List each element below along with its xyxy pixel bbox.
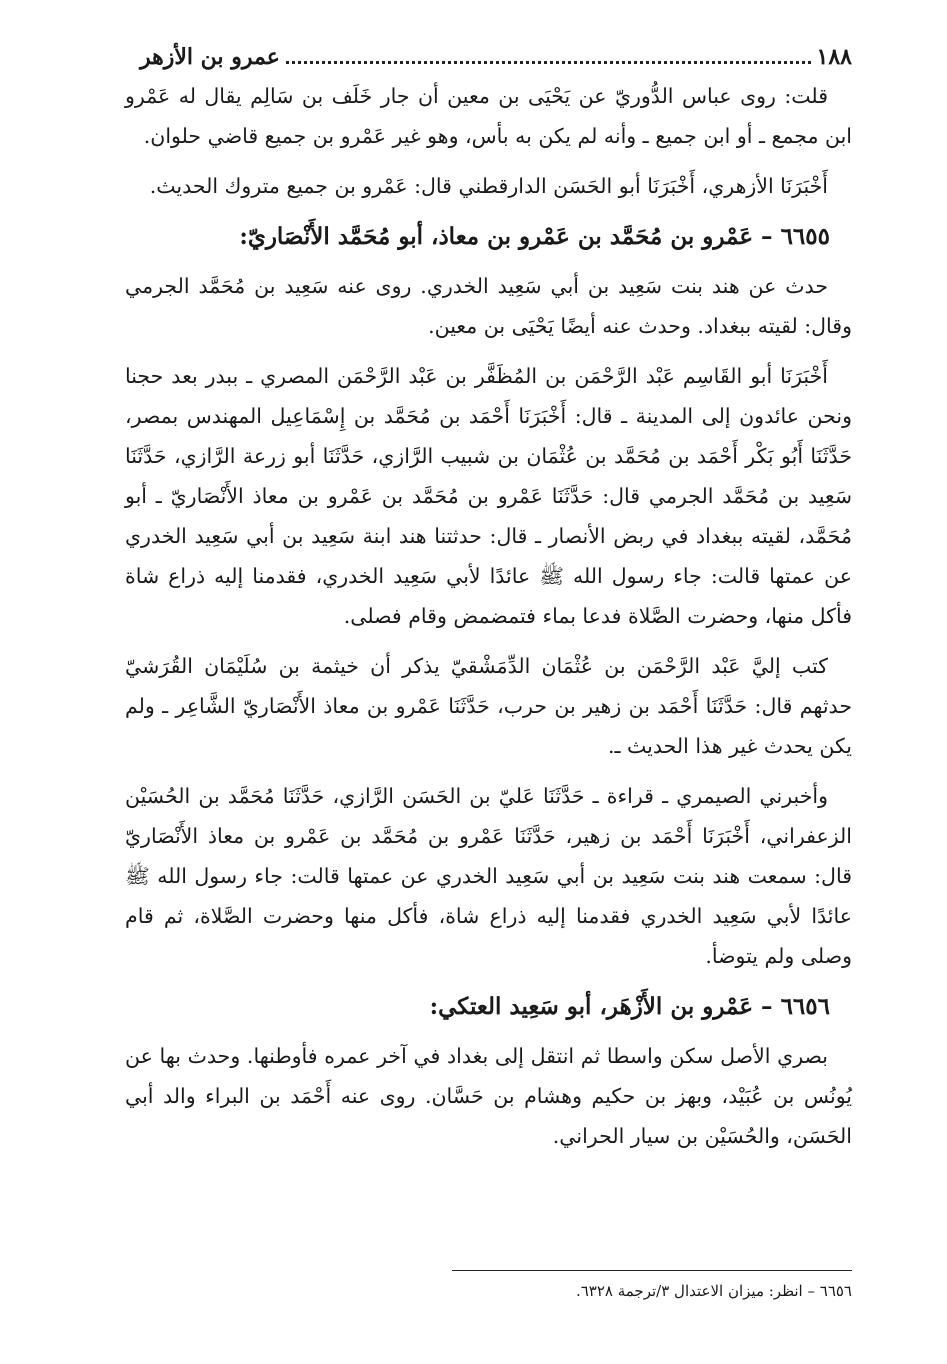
header-leader-dots — [286, 61, 811, 64]
entry-heading-6655: ٦٦٥٥ – عَمْرو بن مُحَمَّد بن عَمْرو بن معاذ، أبو مُحَمَّد الأَنْصَاريّ: — [239, 223, 830, 250]
paragraph: وأخبرني الصيمري ـ قراءة ـ حَدَّثَنَا عَليّ بن الحَسَن الرَّازي، حَدَّثَنَا مُحَمَّد بن الحُسَيْن الزعفراني، أَخْبَرَنَا أَحْمَد بن زهير، حَدَّثَنَا عَمْرو بن مُحَمَّد بن عَمْرو بن معاذ الأَنْصَاريّ قال: سمعت هند بنت سَعِيد بن أبي سَعِيد الخدري عن عمتها قالت: جاء رسول الله ﷺ عائدًا لأبي سَعِيد الخدري فقدمنا إليه ذراع شاة، فأكل منها وحضرت الصَّلاة، ثم قام وصلى ولم يتوضأ. — [125, 784, 852, 968]
paragraph: كتب إليَّ عَبْد الرَّحْمَن بن عُثْمَان الدِّمَشْقيّ يذكر أن خيثمة بن سُلَيْمَان القُرَشيّ حدثهم قال: حَدَّثَنَا أَحْمَد بن زهير بن حرب، حَدَّثَنَا عَمْرو بن معاذ الأَنْصَاريّ الشَّاعِر ـ ولم يكن يحدث غير هذا الحديث ـ. — [125, 654, 852, 758]
page-body — [125, 76, 852, 1166]
paragraph: بصري الأصل سكن واسطا ثم انتقل إلى بغداد في آخر عمره فأوطنها. وحدث بها عن يُونُس بن عُبَيْد، وبهز بن حكيم وهشام بن حَسَّان. روى عنه أَحْمَد بن البراء والد أبي الحَسَن، والحُسَيْن بن سيار الحراني. — [125, 1044, 852, 1148]
page-number: ١٨٨ — [816, 44, 852, 70]
paragraph: أَخْبَرَنَا الأزهري، أَخْبَرَنَا أبو الحَسَن الدارقطني قال: عَمْرو بن جميع متروك الحديث. — [149, 174, 828, 198]
footnote: ٦٦٥٦ – انظر: ميزان الاعتدال ٣/ترجمة ٦٣٢٨. — [575, 1282, 852, 1300]
footnote-divider — [452, 1270, 852, 1271]
running-title: عمرو بن الأزهر — [140, 44, 280, 70]
entry-heading-6656: ٦٦٥٦ – عَمْرو بن الأَزْهَر، أبو سَعِيد العتكي: — [429, 993, 830, 1020]
page-header — [140, 30, 852, 70]
paragraph: قلت: روى عباس الدُّوريّ عن يَحْيَى بن معين أن جار خَلَف بن سَالِم يقال له عَمْرو ابن مجمع ـ أو ابن جميع ـ وأنه لم يكن به بأس، وهو غير عَمْرو بن جميع قاضي حلوان. — [125, 84, 852, 148]
paragraph: حدث عن هند بنت سَعِيد بن أبي سَعِيد الخدري. روى عنه سَعِيد بن مُحَمَّد الجرمي وقال: لقيته ببغداد. وحدث عنه أيضًا يَحْيَى بن معين. — [125, 274, 852, 338]
paragraph: أَخْبَرَنَا أبو القَاسِم عَبْد الرَّحْمَن بن المُظَفَّر بن عَبْد الرَّحْمَن المصري ـ ببدر بعد حجنا ونحن عائدون إلى المدينة ـ قال: أَخْبَرَنَا أَحْمَد بن مُحَمَّد بن إِسْمَاعِيل المهندس بمصر، حَدَّثَنَا أَبُو بَكْر أَحْمَد بن مُحَمَّد بن عُثْمَان بن شبيب الرَّازي، حَدَّثَنَا أبو زرعة الرَّازي، حَدَّثَنَا سَعِيد بن مُحَمَّد الجرمي قال: حَدَّثَنَا عَمْرو بن مُحَمَّد بن عَمْرو بن معاذ الأَنْصَاريّ ـ أبو مُحَمَّد، لقيته ببغداد في ربض الأنصار ـ قال: حدثتنا هند ابنة سَعِيد بن أبي سَعِيد الخدري عن عمتها قالت: جاء رسول الله ﷺ عائدًا لأبي سَعِيد الخدري، فقدمنا إليه ذراع شاة فأكل منها، وحضرت الصَّلاة فدعا بماء فتمضمض وقام فصلى. — [125, 364, 852, 628]
